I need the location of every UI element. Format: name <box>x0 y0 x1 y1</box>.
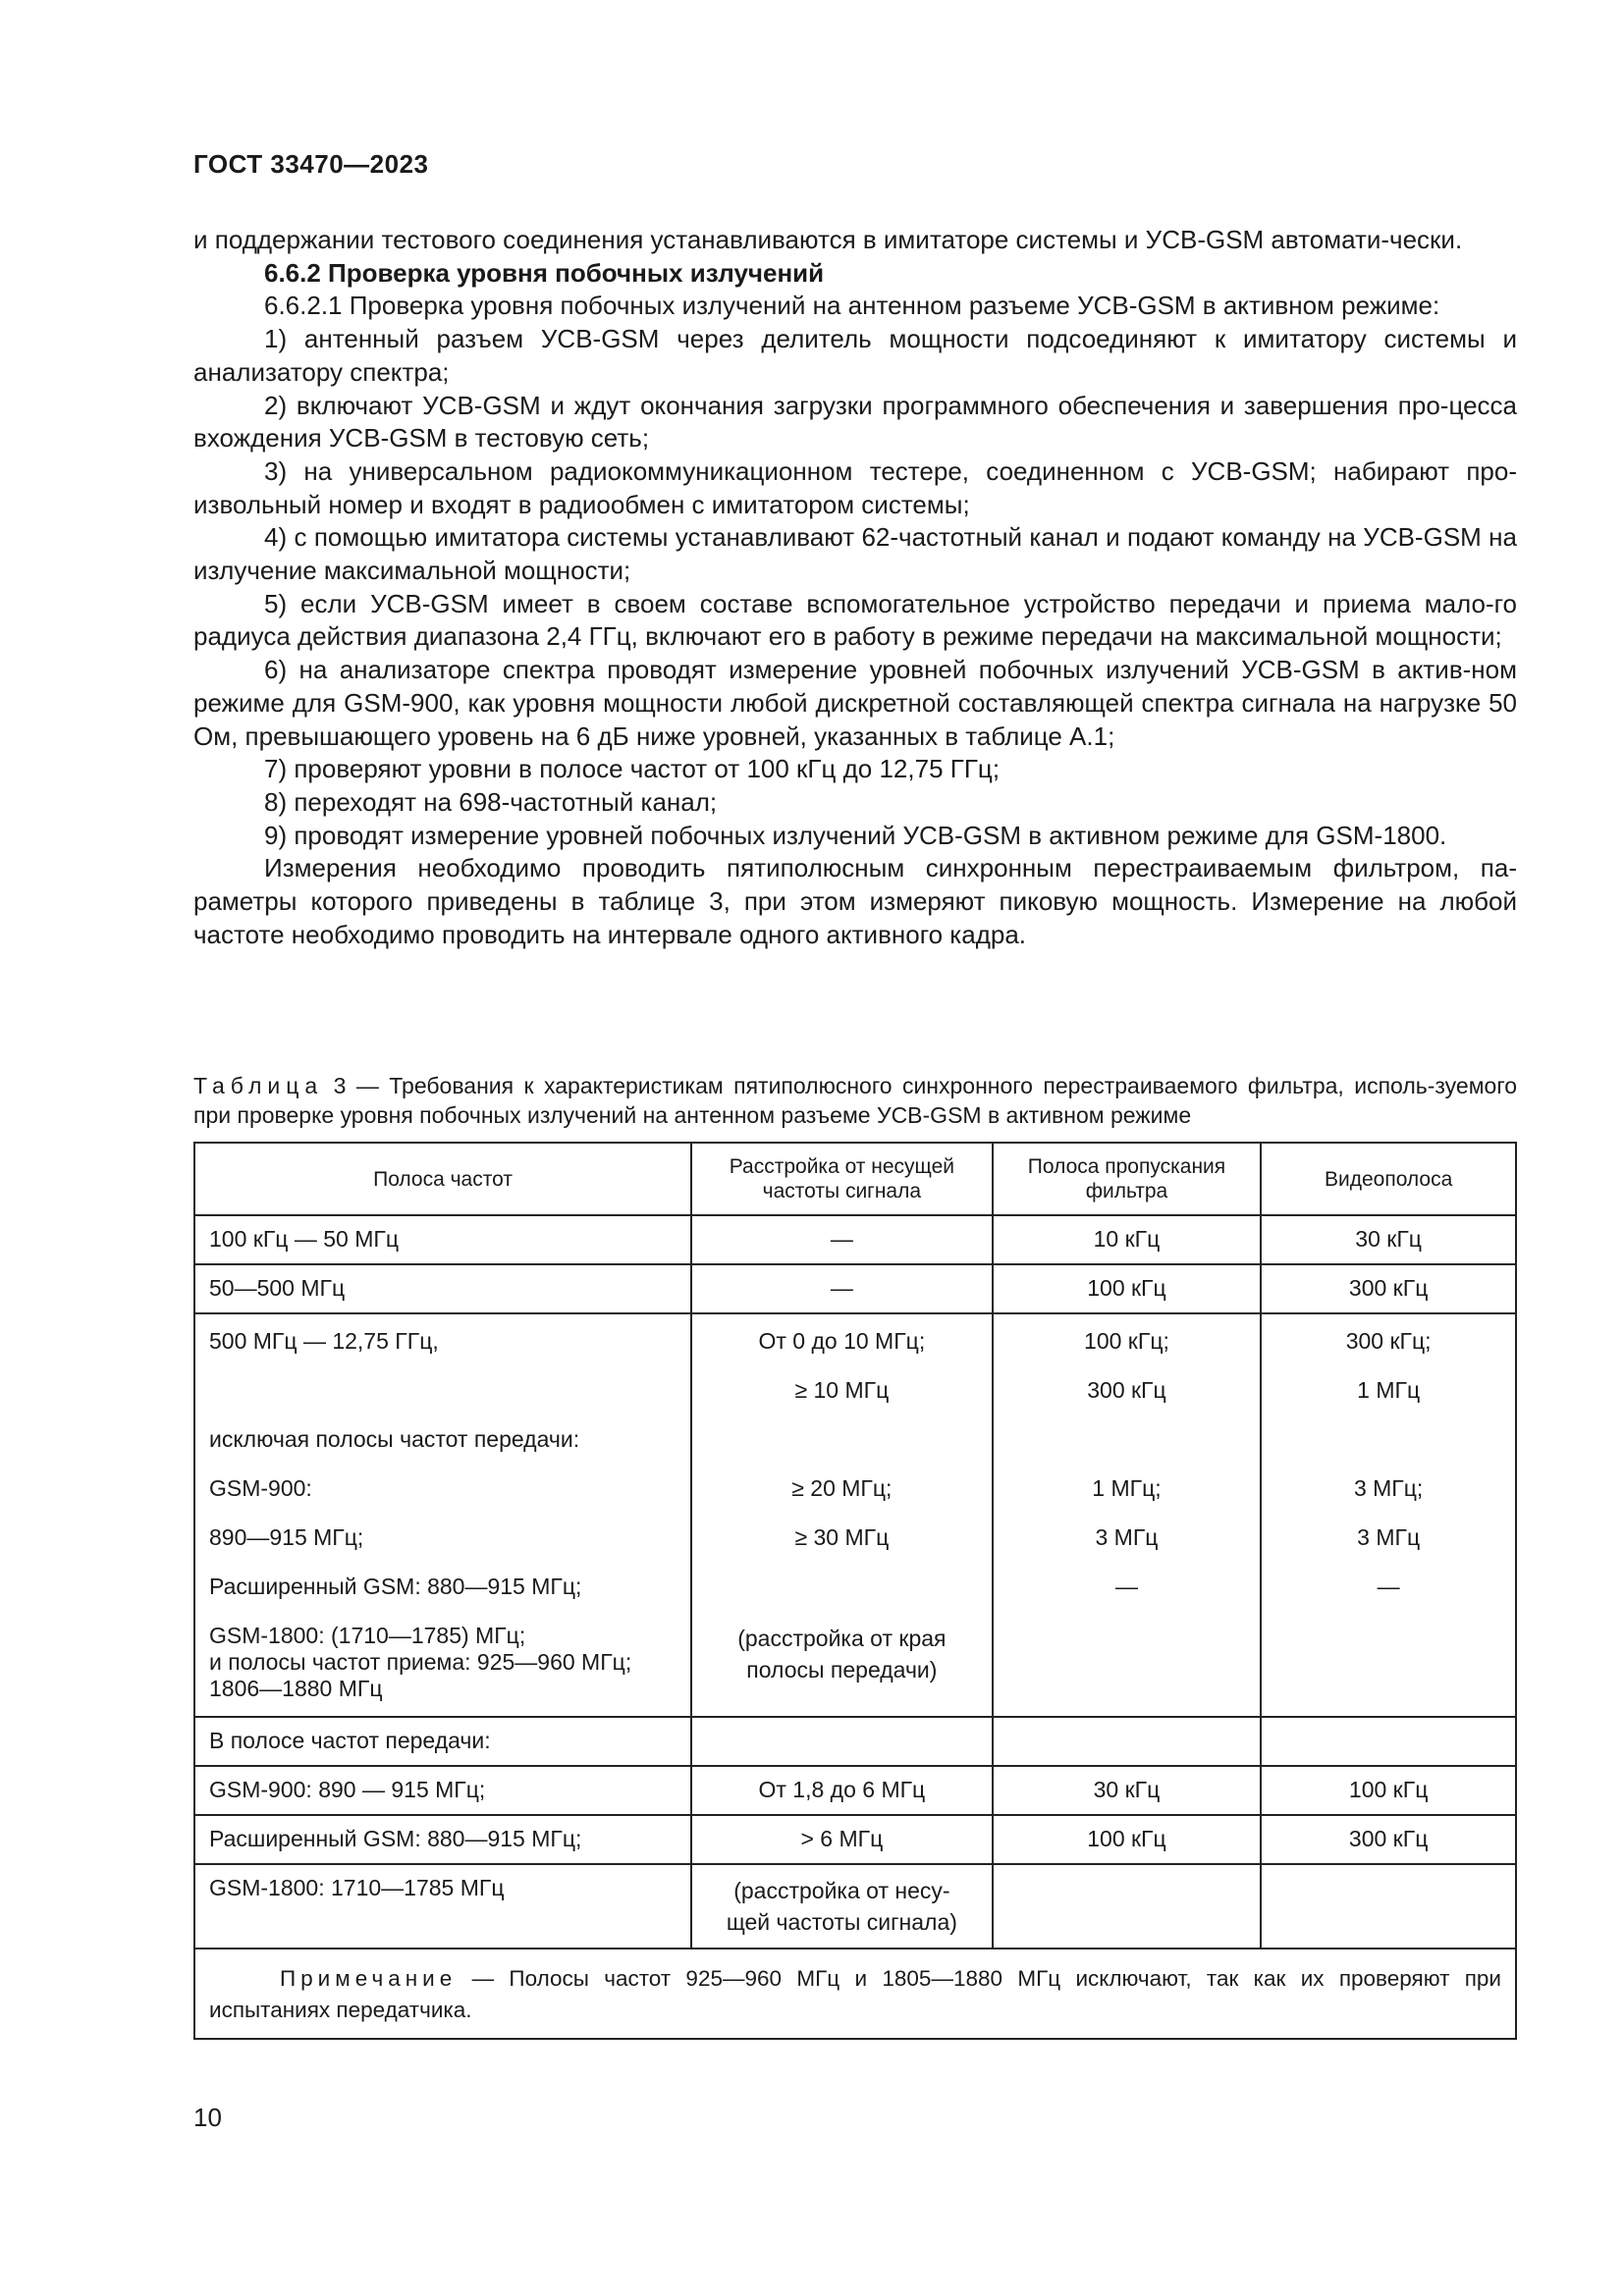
band-line: исключая полосы частот передачи: <box>209 1426 580 1452</box>
band-line: 500 МГц — 12,75 ГГц, <box>209 1328 439 1354</box>
table-note-row <box>194 1949 1516 2039</box>
table-row <box>194 1815 1516 1864</box>
step-5: 5) если УСВ-GSM имеет в своем составе вспомогательное устройство передачи и приема мало-го радиуса действия диапазона 2,4 ГГц, включают его в работу в режиме передачи на максимальной мощности; <box>193 588 1517 652</box>
cell-offset: От 1,8 до 6 МГц <box>691 1766 993 1815</box>
table-caption-text: 3 — Требования к характеристикам пятиполюсного синхронного перестраиваемого фильтра, исполь-зуемого при проверке уровня побочных излучений на антенном разъеме УСВ-GSM в активном режиме <box>193 1073 1517 1128</box>
offset-line: щей частоты сигнала) <box>726 1909 957 1935</box>
offset-line: ≥ 20 МГц; <box>791 1475 893 1501</box>
cell-filter <box>993 1717 1262 1766</box>
header-band: Полоса частот <box>194 1143 691 1215</box>
filter-line: — <box>1114 1574 1138 1599</box>
note-word: Примечание <box>280 1966 458 1991</box>
cell-filter <box>993 1864 1262 1949</box>
cell-video: 100 кГц <box>1261 1766 1516 1815</box>
offset-line: (расстройка от края <box>737 1626 947 1651</box>
header-video-bandwidth: Видеополоса <box>1261 1143 1516 1215</box>
filter-line: 3 МГц <box>1095 1524 1159 1550</box>
continuation-paragraph: и поддержании тестового соединения устанавливаются в имитаторе системы и УСВ-GSM автомати-чески. <box>193 225 1463 254</box>
step-7: 7) проверяют уровни в полосе частот от 100 кГц до 12,75 ГГц; <box>264 754 1001 784</box>
cell-offset: — <box>691 1215 993 1264</box>
page-number: 10 <box>193 2103 222 2132</box>
table-row <box>194 1864 1516 1949</box>
filter-line: 1 МГц; <box>1092 1475 1162 1501</box>
note-text: — Полосы частот 925—960 МГц и 1805—1880 МГц исключают, так как их проверяют при испытаниях передатчика. <box>209 1966 1501 2022</box>
cell-band: 100 кГц — 50 МГц <box>194 1215 691 1264</box>
table-row <box>194 1717 1516 1766</box>
cell-band: В полосе частот передачи: <box>194 1717 691 1766</box>
cell-video <box>1261 1864 1516 1949</box>
step-2: 2) включают УСВ-GSM и ждут окончания загрузки программного обеспечения и завершения про-цесса вхождения УСВ-GSM в тестовую сеть; <box>193 390 1517 454</box>
filter-line: 300 кГц <box>1087 1377 1166 1403</box>
cell-filter: 10 кГц <box>993 1215 1262 1264</box>
band-line: Расширенный GSM: 880—915 МГц; <box>209 1574 582 1599</box>
band-line: GSM-1800: (1710—1785) МГц; <box>209 1623 526 1648</box>
step-6: 6) на анализаторе спектра проводят измерение уровней побочных излучений УСВ-GSM в актив-ном режиме для GSM-900, как уровня мощности любой дискретной составляющей спектра сигнала на нагрузке 50 Ом, превышающего уровень на 6 дБ ниже уровней, указанных в таблице А.1; <box>193 655 1517 751</box>
video-line: 3 МГц; <box>1353 1475 1424 1501</box>
cell-band: GSM-900: 890 — 915 МГц; <box>194 1766 691 1815</box>
band-line: 890—915 МГц; <box>209 1524 364 1550</box>
filter-requirements-table <box>193 1142 1517 2040</box>
offset-line: ≥ 30 МГц <box>794 1524 890 1550</box>
step-9: 9) проводят измерение уровней побочных излучений УСВ-GSM в активном режиме для GSM-1800. <box>264 820 1447 850</box>
header-offset: Расстройка от несущей частоты сигнала <box>691 1143 993 1215</box>
offset-line: полосы передачи) <box>746 1657 938 1682</box>
step-4: 4) с помощью имитатора системы устанавливают 62-частотный канал и подают команду на УСВ-GSM на излучение максимальной мощности; <box>193 522 1517 586</box>
table-caption-word: Таблица <box>193 1073 324 1098</box>
cell-band: 50—500 МГц <box>194 1264 691 1313</box>
offset-line: (расстройка от несу- <box>733 1878 950 1903</box>
band-line <box>209 1377 677 1426</box>
cell-offset <box>691 1313 993 1717</box>
video-line <box>1275 1426 1501 1475</box>
step-1: 1) антенный разъем УСВ-GSM через делитель мощности подсоединяют к имитатору системы и анализатору спектра; <box>193 324 1517 387</box>
cell-filter: 100 кГц <box>993 1264 1262 1313</box>
cell-video: 300 кГц <box>1261 1815 1516 1864</box>
measurement-paragraph: Измерения необходимо проводить пятиполюсным синхронным перестраиваемым фильтром, па-раметры которого приведены в таблице 3, при этом измеряют пиковую мощность. Измерение на любой частоте необходимо проводить на интервале одного активного кадра. <box>193 853 1517 949</box>
cell-video <box>1261 1717 1516 1766</box>
document-code-header: ГОСТ 33470—2023 <box>193 149 429 179</box>
video-line: 1 МГц <box>1357 1377 1421 1403</box>
cell-band: GSM-1800: 1710—1785 МГц <box>194 1864 691 1949</box>
step-3: 3) на универсальном радиокоммуникационном тестере, соединенном с УСВ-GSM; набирают про-извольный номер и входят в радиообмен с имитатором системы; <box>193 455 1517 519</box>
cell-offset <box>691 1717 993 1766</box>
cell-filter: 30 кГц <box>993 1766 1262 1815</box>
body-text <box>193 224 1517 951</box>
cell-band: Расширенный GSM: 880—915 МГц; <box>194 1815 691 1864</box>
step-8: 8) переходят на 698-частотный канал; <box>264 786 718 817</box>
band-line: 1806—1880 МГц <box>209 1676 383 1701</box>
band-line: и полосы частот приема: 925—960 МГц; <box>209 1649 632 1675</box>
header-filter-bandwidth: Полоса пропускания фильтра <box>993 1143 1262 1215</box>
table-caption <box>193 1071 1517 1130</box>
band-line: GSM-900: <box>209 1475 312 1501</box>
cell-band <box>194 1313 691 1717</box>
table-row <box>194 1215 1516 1264</box>
cell-video: 30 кГц <box>1261 1215 1516 1264</box>
video-line: — <box>1377 1574 1400 1599</box>
table-row <box>194 1264 1516 1313</box>
offset-line <box>706 1426 978 1475</box>
table-header-row <box>194 1143 1516 1215</box>
section-heading: 6.6.2 Проверка уровня побочных излучений <box>264 257 825 288</box>
table-row <box>194 1766 1516 1815</box>
cell-filter <box>993 1313 1262 1717</box>
offset-line: ≥ 10 МГц <box>794 1377 890 1403</box>
cell-video <box>1261 1313 1516 1717</box>
cell-offset: — <box>691 1264 993 1313</box>
offset-line: От 0 до 10 МГц; <box>758 1328 926 1354</box>
video-line: 300 кГц; <box>1345 1328 1432 1354</box>
cell-filter: 100 кГц <box>993 1815 1262 1864</box>
cell-video: 300 кГц <box>1261 1264 1516 1313</box>
table-note <box>194 1949 1516 2039</box>
cell-offset <box>691 1864 993 1949</box>
offset-line <box>706 1574 978 1623</box>
filter-line <box>1007 1426 1247 1475</box>
cell-offset: > 6 МГц <box>691 1815 993 1864</box>
table-row <box>194 1313 1516 1717</box>
filter-line: 100 кГц; <box>1084 1328 1169 1354</box>
intro-paragraph: 6.6.2.1 Проверка уровня побочных излучений на антенном разъеме УСВ-GSM в активном режиме: <box>264 291 1440 321</box>
video-line: 3 МГц <box>1357 1524 1421 1550</box>
